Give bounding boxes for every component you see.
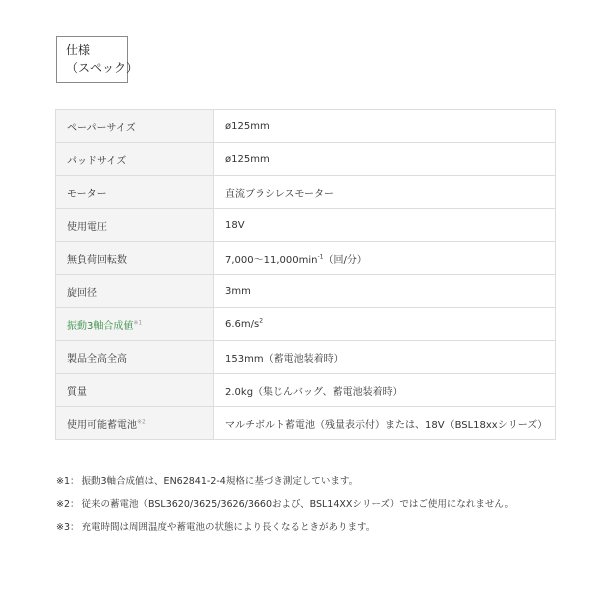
value-text: 7,000～11,000min (225, 254, 318, 266)
footnote-mark: ※3： (56, 522, 80, 533)
label-text: 使用可能蓄電池 (67, 419, 137, 431)
spec-row-orbit-diameter (56, 275, 556, 308)
spec-row-voltage (56, 209, 556, 242)
spec-table (55, 109, 556, 440)
footnote-mark: ※2： (56, 499, 80, 510)
spec-row-mass (56, 374, 556, 407)
spec-row-pad-size (56, 143, 556, 176)
footnote-mark: ※1： (56, 476, 80, 487)
spec-label: 製品全高全高 (56, 341, 214, 374)
spec-row-paper-size (56, 110, 556, 143)
spec-label: 使用電圧 (56, 209, 214, 242)
spec-row-height (56, 341, 556, 374)
footnote-3 (56, 520, 514, 543)
spec-label: 質量 (56, 374, 214, 407)
spec-label (56, 308, 214, 341)
spec-row-vibration (56, 308, 556, 341)
spec-value: 153mm（蓄電池装着時） (214, 341, 556, 374)
spec-label: 無負荷回転数 (56, 242, 214, 275)
spec-value: ø125mm (214, 143, 556, 176)
spec-label: パッドサイズ (56, 143, 214, 176)
spec-label: モーター (56, 176, 214, 209)
footnotes (56, 474, 514, 543)
spec-value: ø125mm (214, 110, 556, 143)
footnote-ref: ※1 (133, 319, 143, 327)
footnote-text: 従来の蓄電池（BSL3620/3625/3626/3660および、BSL14XXシリーズ）ではご使用になれません。 (81, 499, 514, 510)
spec-title: 仕様 (66, 43, 91, 57)
spec-value (214, 242, 556, 275)
label-text: 振動3軸合成値 (67, 320, 134, 332)
spec-subtitle: （スペック） (66, 61, 139, 75)
spec-label (56, 407, 214, 440)
spec-value: マルチボルト蓄電池（残量表示付）または、18V（BSL18xxシリーズ） (214, 407, 556, 440)
footnote-text: 充電時間は周囲温度や蓄電池の状態により長くなるときがあります。 (81, 522, 376, 533)
spec-label: 旋回径 (56, 275, 214, 308)
spec-label: ペーパーサイズ (56, 110, 214, 143)
footnote-2 (56, 497, 514, 520)
value-superscript: -1 (317, 253, 324, 261)
value-text: 6.6m/s (225, 318, 260, 330)
spec-value: 2.0kg（集じんバッグ、蓄電池装着時） (214, 374, 556, 407)
footnote-ref: ※2 (137, 418, 146, 426)
spec-title-box (56, 36, 139, 83)
value-superscript: 2 (259, 317, 264, 325)
spec-value (214, 308, 556, 341)
spec-value: 3mm (214, 275, 556, 308)
value-unit: （回/分） (323, 254, 367, 266)
spec-row-motor (56, 176, 556, 209)
footnote-1 (56, 474, 514, 497)
spec-value: 直流ブラシレスモーター (214, 176, 556, 209)
spec-value: 18V (214, 209, 556, 242)
spec-row-battery (56, 407, 556, 440)
spec-row-no-load-speed (56, 242, 556, 275)
footnote-text: 振動3軸合成値は、EN62841-2-4規格に基づき測定しています。 (81, 476, 359, 487)
